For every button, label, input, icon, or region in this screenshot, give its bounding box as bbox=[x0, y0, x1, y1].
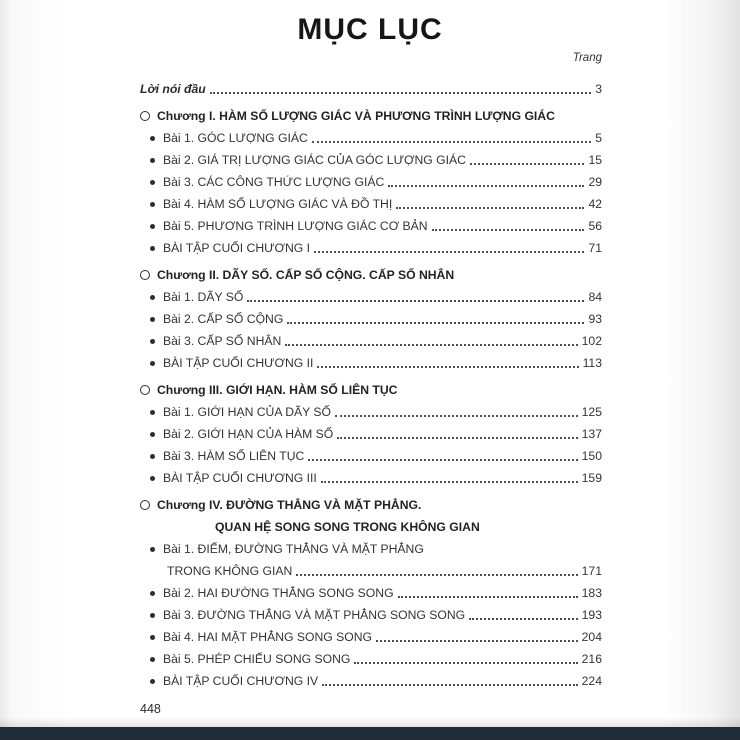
page-number-value: 93 bbox=[588, 312, 602, 326]
page-number-value: 125 bbox=[581, 405, 602, 419]
item-label: BÀI TẬP CUỐI CHƯƠNG III bbox=[163, 471, 317, 485]
chapter-title: Chương I. HÀM SỐ LƯỢNG GIÁC VÀ PHƯƠNG TRÌNH LƯỢNG GIÁC bbox=[157, 109, 555, 123]
item-label: Bài 2. HAI ĐƯỜNG THẲNG SONG SONG bbox=[163, 586, 394, 600]
item-label: Bài 4. HAI MẶT PHẲNG SONG SONG bbox=[163, 630, 373, 644]
page-number-value: 150 bbox=[581, 449, 602, 463]
item-label: Bài 5. PHÉP CHIẾU SONG SONG bbox=[163, 652, 351, 666]
item-label: Bài 3. CÁC CÔNG THỨC LƯỢNG GIÁC bbox=[163, 175, 385, 189]
item-bullet-icon bbox=[150, 591, 155, 596]
item-label: Bài 3. HÀM SỐ LIÊN TỤC bbox=[163, 449, 305, 463]
item-label-line1: Bài 1. ĐIỂM, ĐƯỜNG THẲNG VÀ MẶT PHẲNG bbox=[163, 542, 424, 556]
item-label: Bài 3. CẤP SỐ NHÂN bbox=[163, 334, 282, 348]
dotted-leader bbox=[312, 141, 591, 143]
toc-item-row bbox=[140, 286, 602, 308]
page-number-value: 159 bbox=[581, 471, 602, 485]
chapter-heading-row bbox=[140, 264, 602, 286]
dotted-leader bbox=[432, 229, 585, 231]
item-bullet-icon bbox=[150, 454, 155, 459]
item-bullet-icon bbox=[150, 432, 155, 437]
toc-item-row bbox=[140, 670, 602, 692]
dotted-leader bbox=[314, 251, 584, 253]
toc-item-row bbox=[140, 401, 602, 423]
dotted-leader bbox=[396, 207, 584, 209]
chapter-heading-row bbox=[140, 494, 602, 516]
chapter-heading-continuation-row bbox=[140, 516, 602, 538]
item-label: Bài 1. GÓC LƯỢNG GIÁC bbox=[163, 131, 308, 145]
page-number-value: 216 bbox=[581, 652, 602, 666]
page-number-value: 183 bbox=[581, 586, 602, 600]
page-title: MỤC LỤC bbox=[297, 13, 443, 46]
item-label: BÀI TẬP CUỐI CHƯƠNG IV bbox=[163, 674, 319, 688]
item-label: Bài 1. DÃY SỐ bbox=[163, 290, 244, 304]
chapter-block-2 bbox=[140, 264, 602, 374]
page-number-value: 56 bbox=[588, 219, 602, 233]
item-bullet-icon bbox=[150, 202, 155, 207]
item-label: Bài 2. GIÁ TRỊ LƯỢNG GIÁC CỦA GÓC LƯỢNG GIÁC bbox=[163, 153, 466, 167]
page-number-value: 15 bbox=[588, 153, 602, 167]
page-number-value: 102 bbox=[581, 334, 602, 348]
dotted-leader bbox=[210, 92, 591, 94]
dotted-leader bbox=[321, 481, 578, 483]
item-label: Bài 2. CẤP SỐ CỘNG bbox=[163, 312, 284, 326]
item-label: Bài 5. PHƯƠNG TRÌNH LƯỢNG GIÁC CƠ BẢN bbox=[163, 219, 428, 233]
page-number-value: 3 bbox=[595, 82, 602, 96]
item-bullet-icon bbox=[150, 635, 155, 640]
item-bullet-icon bbox=[150, 613, 155, 618]
dotted-leader bbox=[296, 574, 577, 576]
item-bullet-icon bbox=[150, 317, 155, 322]
item-bullet-icon bbox=[150, 339, 155, 344]
chapter-circle-icon bbox=[140, 500, 150, 510]
item-bullet-icon bbox=[150, 476, 155, 481]
toc-item-continuation-row bbox=[140, 560, 602, 582]
toc-item-row bbox=[140, 237, 602, 259]
item-label: BÀI TẬP CUỐI CHƯƠNG II bbox=[163, 356, 314, 370]
dotted-leader bbox=[322, 684, 577, 686]
item-bullet-icon bbox=[150, 679, 155, 684]
chapter-heading-row bbox=[140, 105, 602, 127]
chapter-block-1 bbox=[140, 105, 602, 259]
item-label: BÀI TẬP CUỐI CHƯƠNG I bbox=[163, 241, 311, 255]
toc-item-row bbox=[140, 352, 602, 374]
dotted-leader bbox=[470, 163, 585, 165]
dotted-leader bbox=[354, 662, 577, 664]
chapter-title-line2: QUAN HỆ SONG SONG TRONG KHÔNG GIAN bbox=[215, 520, 480, 534]
dotted-leader bbox=[308, 459, 577, 461]
dotted-leader bbox=[376, 640, 578, 642]
page-number-value: 113 bbox=[582, 356, 602, 370]
preface-label: Lời nói đầu bbox=[140, 82, 206, 96]
toc-preface-row bbox=[140, 78, 602, 100]
toc-item-row bbox=[140, 127, 602, 149]
photo-bottom-edge bbox=[0, 727, 740, 740]
dotted-leader bbox=[285, 344, 577, 346]
trang-column-label: Trang bbox=[572, 52, 602, 64]
item-bullet-icon bbox=[150, 361, 155, 366]
page-number-value: 71 bbox=[588, 241, 602, 255]
toc-item-row bbox=[140, 423, 602, 445]
item-label: Bài 4. HÀM SỐ LƯỢNG GIÁC VÀ ĐỒ THỊ bbox=[163, 197, 393, 211]
table-of-contents bbox=[140, 78, 602, 692]
chapter-circle-icon bbox=[140, 111, 150, 121]
dotted-leader bbox=[335, 415, 578, 417]
item-bullet-icon bbox=[150, 224, 155, 229]
page-number-value: 224 bbox=[581, 674, 602, 688]
chapter-circle-icon bbox=[140, 270, 150, 280]
item-bullet-icon bbox=[150, 410, 155, 415]
item-label-line2: TRONG KHÔNG GIAN bbox=[167, 564, 293, 578]
page-number-value: 171 bbox=[581, 564, 602, 578]
page-number-value: 137 bbox=[581, 427, 602, 441]
toc-item-row bbox=[140, 171, 602, 193]
toc-item-row bbox=[140, 149, 602, 171]
item-bullet-icon bbox=[150, 180, 155, 185]
item-label: Bài 2. GIỚI HẠN CỦA HÀM SỐ bbox=[163, 427, 334, 441]
chapter-circle-icon bbox=[140, 385, 150, 395]
page-bottom-shadow bbox=[0, 717, 740, 727]
toc-item-row bbox=[140, 308, 602, 330]
item-bullet-icon bbox=[150, 158, 155, 163]
toc-item-row bbox=[140, 467, 602, 489]
chapter-title-line1: Chương IV. ĐƯỜNG THẲNG VÀ MẶT PHẲNG. bbox=[157, 498, 422, 512]
toc-item-row bbox=[140, 330, 602, 352]
page-number-value: 193 bbox=[581, 608, 602, 622]
dotted-leader bbox=[247, 300, 584, 302]
toc-item-row bbox=[140, 582, 602, 604]
toc-item-row bbox=[140, 215, 602, 237]
item-bullet-icon bbox=[150, 136, 155, 141]
toc-item-row bbox=[140, 445, 602, 467]
dotted-leader bbox=[287, 322, 584, 324]
dotted-leader bbox=[388, 185, 584, 187]
item-label: Bài 3. ĐƯỜNG THẲNG VÀ MẶT PHẲNG SONG SONG bbox=[163, 608, 466, 622]
item-bullet-icon bbox=[150, 547, 155, 552]
toc-item-row bbox=[140, 648, 602, 670]
toc-item-row bbox=[140, 604, 602, 626]
dotted-leader bbox=[337, 437, 577, 439]
dotted-leader bbox=[469, 618, 578, 620]
item-bullet-icon bbox=[150, 246, 155, 251]
page-number-value: 5 bbox=[595, 131, 602, 145]
toc-item-row bbox=[140, 193, 602, 215]
item-bullet-icon bbox=[150, 657, 155, 662]
footer-page-number: 448 bbox=[140, 702, 161, 716]
page-number-value: 42 bbox=[588, 197, 602, 211]
toc-item-row bbox=[140, 626, 602, 648]
chapter-title: Chương III. GIỚI HẠN. HÀM SỐ LIÊN TỤC bbox=[157, 383, 398, 397]
chapter-block-4 bbox=[140, 494, 602, 692]
page-number-value: 29 bbox=[588, 175, 602, 189]
toc-item-row bbox=[140, 538, 602, 560]
chapter-block-3 bbox=[140, 379, 602, 489]
page-number-value: 204 bbox=[581, 630, 602, 644]
dotted-leader bbox=[398, 596, 578, 598]
chapter-title: Chương II. DÃY SỐ. CẤP SỐ CỘNG. CẤP SỐ NHÂN bbox=[157, 268, 455, 282]
item-bullet-icon bbox=[150, 295, 155, 300]
item-label: Bài 1. GIỚI HẠN CỦA DÃY SỐ bbox=[163, 405, 332, 419]
dotted-leader bbox=[317, 366, 578, 368]
page-number-value: 84 bbox=[588, 290, 602, 304]
chapter-heading-row bbox=[140, 379, 602, 401]
